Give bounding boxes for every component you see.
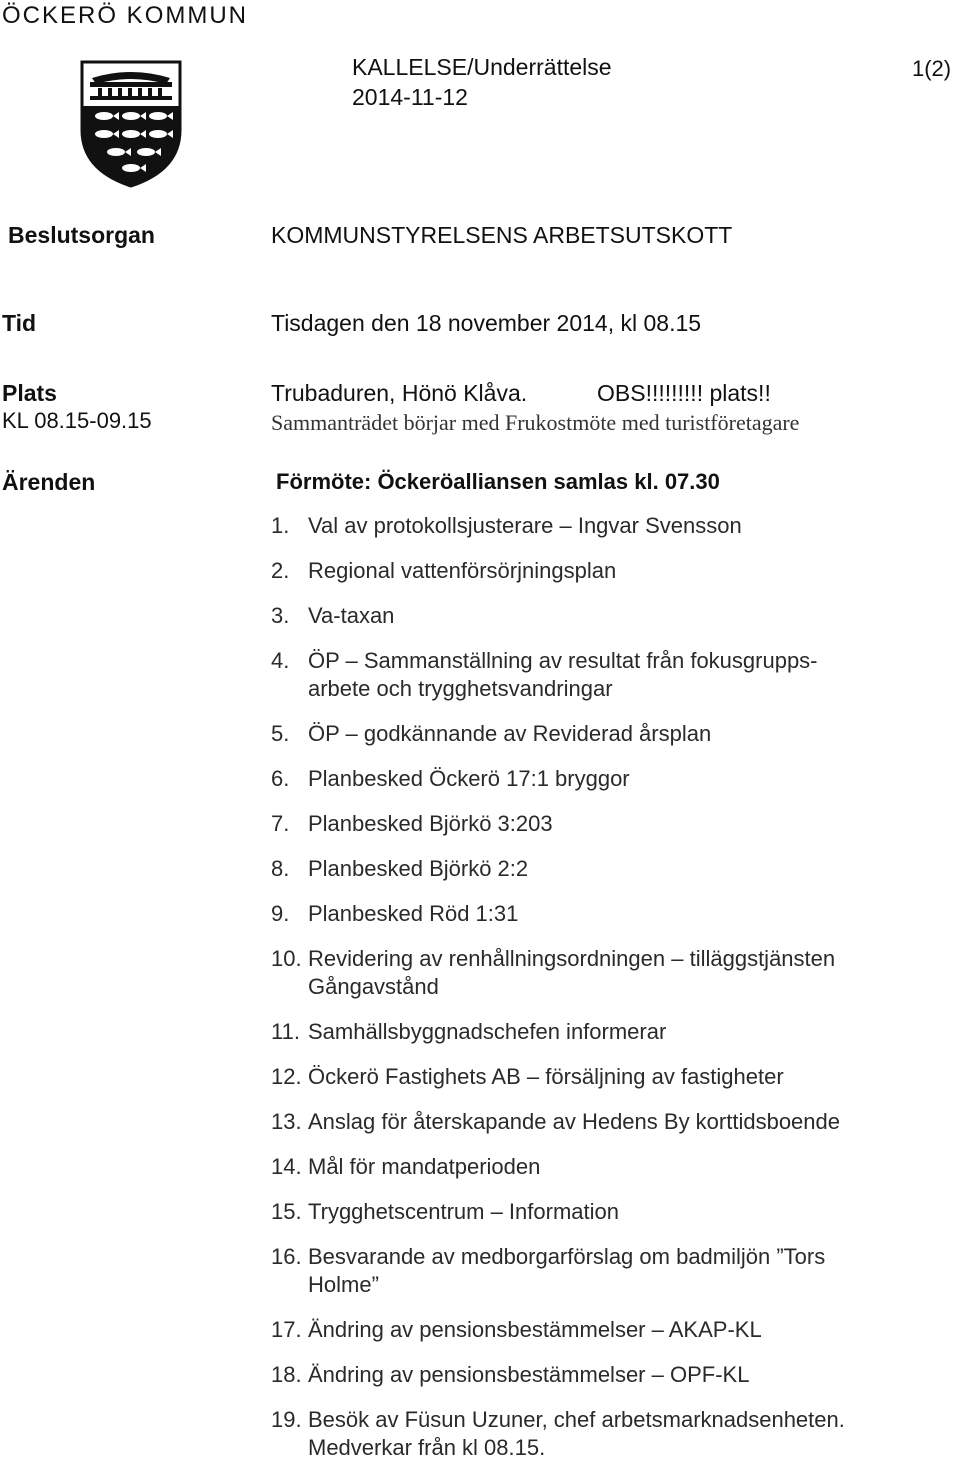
agenda-item-text: Ändring av pensionsbestämmelser – AKAP-KL (308, 1317, 762, 1342)
agenda-item-number: 11. (271, 1019, 300, 1044)
agenda-item-text: Planbesked Öckerö 17:1 bryggor (308, 766, 630, 791)
agenda-item (271, 810, 951, 838)
agenda-item-text: ÖP – Sammanställning av resultat från fokusgrupps- arbete och trygghetsvandringar (308, 648, 818, 701)
time-value: Tisdagen den 18 november 2014, kl 08.15 (271, 310, 702, 336)
body-label: Beslutsorgan (8, 222, 155, 248)
place-value: Trubaduren, Hönö Klåva. (271, 380, 528, 406)
time-label: Tid (2, 310, 37, 336)
agenda-item-number: 15. (271, 1199, 302, 1224)
agenda-item-number: 2. (271, 558, 290, 583)
agenda-item (271, 765, 951, 793)
agenda-item-text: Öckerö Fastighets AB – försäljning av fastigheter (308, 1064, 784, 1089)
agenda-item (271, 900, 951, 928)
agenda-item (271, 1108, 951, 1136)
agenda-item (271, 855, 951, 883)
agenda-item (271, 602, 951, 630)
agenda-item-text: Val av protokollsjusterare – Ingvar Svensson (308, 513, 742, 538)
agenda-item-number: 19. (271, 1407, 302, 1432)
agenda-item (271, 1243, 951, 1299)
agenda-item-text: Anslag för återskapande av Hedens By korttidsboende (308, 1109, 840, 1134)
agenda-item-text: Va-taxan (308, 603, 395, 628)
agenda-item (271, 1406, 951, 1462)
agenda-item (271, 647, 951, 703)
agenda-item-number: 12. (271, 1064, 302, 1089)
agenda-item (271, 1018, 951, 1046)
agenda-list (271, 512, 951, 1479)
agenda-item-text: Ändring av pensionsbestämmelser – OPF-KL (308, 1362, 750, 1387)
pre-meeting-note: Förmöte: Öckeröalliansen samlas kl. 07.30 (276, 469, 720, 494)
agenda-item-text: Samhällsbyggnadschefen informerar (308, 1019, 667, 1044)
agenda-item-number: 18. (271, 1362, 302, 1387)
agenda-item (271, 1316, 951, 1344)
place-notice: OBS!!!!!!!!! plats!! (597, 380, 771, 406)
agenda-item (271, 720, 951, 748)
agenda-item-text: ÖP – godkännande av Reviderad årsplan (308, 721, 712, 746)
body-value: KOMMUNSTYRELSENS ARBETSUTSKOTT (271, 222, 733, 248)
agenda-item-text: Mål för mandatperioden (308, 1154, 541, 1179)
agenda-item (271, 512, 951, 540)
agenda-item-number: 9. (271, 901, 290, 926)
agenda-item-text: Planbesked Röd 1:31 (308, 901, 519, 926)
agenda-item-number: 7. (271, 811, 290, 836)
agenda-item-number: 6. (271, 766, 290, 791)
document-type: KALLELSE/Underrättelse (352, 54, 612, 80)
agenda-item (271, 1063, 951, 1091)
document-date: 2014-11-12 (352, 84, 468, 110)
agenda-item (271, 1361, 951, 1389)
agenda-item-number: 3. (271, 603, 290, 628)
agenda-item-text: Besvarande av medborgarförslag om badmiljön ”Tors Holme” (308, 1244, 826, 1297)
agenda-item-text: Besök av Füsun Uzuner, chef arbetsmarknadsenheten. Medverkar från kl 08.15. (308, 1407, 845, 1460)
agenda-item-text: Trygghetscentrum – Information (308, 1199, 619, 1224)
matters-label: Ärenden (2, 469, 96, 495)
page-indicator: 1(2) (912, 56, 952, 81)
agenda-item-number: 13. (271, 1109, 302, 1134)
agenda-item-number: 4. (271, 648, 290, 673)
agenda-item-number: 1. (271, 513, 290, 538)
agenda-item-text: Regional vattenförsörjningsplan (308, 558, 617, 583)
agenda-item (271, 945, 951, 1001)
municipal-coat-of-arms (78, 58, 184, 188)
agenda-item (271, 1153, 951, 1181)
organization-name: ÖCKERÖ KOMMUN (2, 2, 249, 29)
agenda-item (271, 1198, 951, 1226)
agenda-item-text: Planbesked Björkö 3:203 (308, 811, 553, 836)
agenda-item-number: 16. (271, 1244, 302, 1269)
place-label: Plats (2, 380, 57, 406)
place-time: KL 08.15-09.15 (2, 408, 152, 433)
agenda-item-number: 10. (271, 946, 302, 971)
agenda-item (271, 557, 951, 585)
place-note: Sammanträdet börjar med Frukostmöte med turistföretagare (271, 410, 800, 435)
agenda-item-number: 8. (271, 856, 290, 881)
agenda-item-text: Planbesked Björkö 2:2 (308, 856, 529, 881)
agenda-item-number: 5. (271, 721, 290, 746)
agenda-item-text: Revidering av renhållningsordningen – tilläggstjänsten Gångavstånd (308, 946, 836, 999)
agenda-item-number: 14. (271, 1154, 302, 1179)
agenda-item-number: 17. (271, 1317, 302, 1342)
